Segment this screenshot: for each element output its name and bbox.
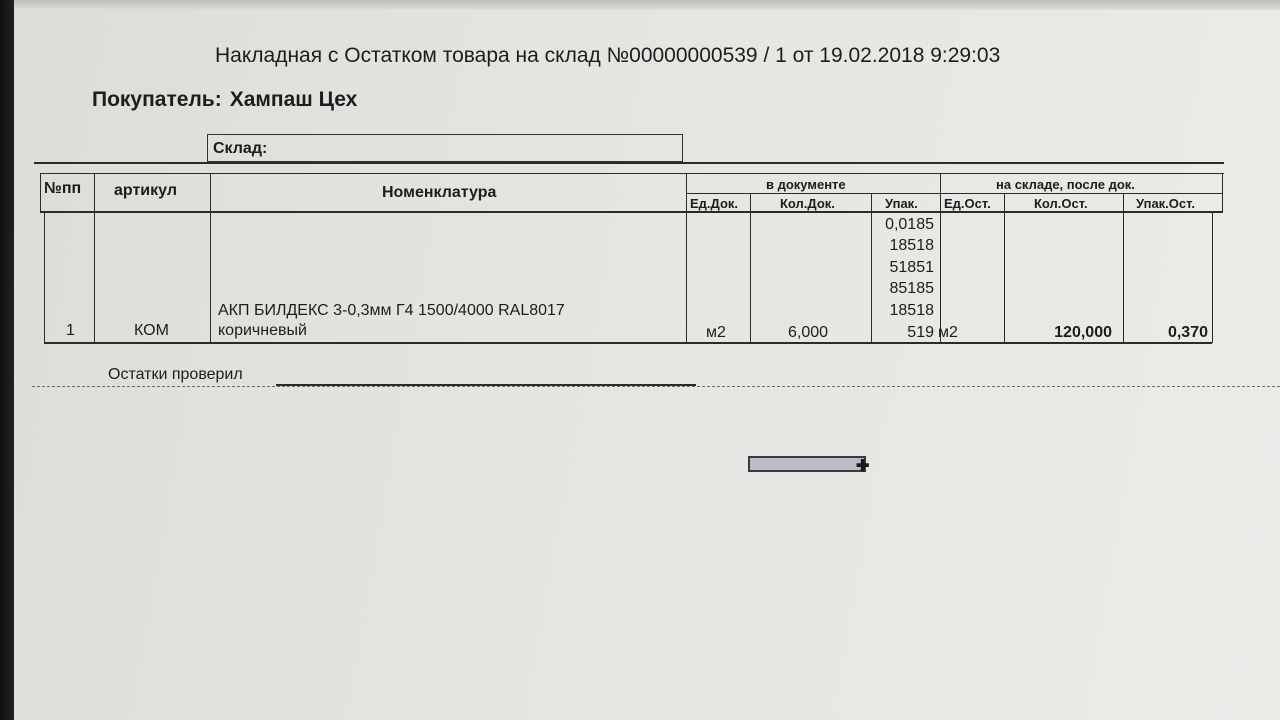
buyer-label: Покупатель: xyxy=(92,88,222,111)
header-nomenclature: Номенклатура xyxy=(382,184,497,201)
header-qty-doc: Кол.Док. xyxy=(780,196,835,211)
table-bottom xyxy=(44,342,1212,344)
header-qty-stock: Кол.Ост. xyxy=(1034,196,1088,211)
col-divider xyxy=(1222,173,1223,213)
table-subheader-divider xyxy=(686,193,1222,194)
document-title: Накладная с Остатком товара на склад №00000000539 / 1 от 19.02.2018 9:29:03 xyxy=(215,44,1001,67)
col-divider xyxy=(94,173,95,343)
buyer-line xyxy=(92,88,357,112)
row-pack-line: 0,0185 xyxy=(885,216,934,233)
row-nomenclature-line1: АКП БИЛДЕКС 3-0,3мм Г4 1500/4000 RAL8017 xyxy=(218,302,565,319)
header-num: №пп xyxy=(44,180,82,197)
row-nomenclature-line2: коричневый xyxy=(218,322,307,339)
row-pack-line: 18518 xyxy=(889,237,934,254)
row-qty-doc: 6,000 xyxy=(788,324,829,341)
warehouse-field xyxy=(207,134,683,162)
table-header-bottom xyxy=(40,211,1222,213)
plus-cursor-icon: ✚ xyxy=(856,458,870,475)
row-unit-doc: м2 xyxy=(706,324,726,341)
col-divider xyxy=(44,211,45,343)
col-divider xyxy=(940,173,941,343)
col-divider xyxy=(1004,193,1005,343)
row-unit-stock: м2 xyxy=(938,324,958,341)
col-divider xyxy=(1123,193,1124,343)
col-divider xyxy=(871,193,872,343)
header-pack: Упак. xyxy=(885,196,918,211)
col-divider xyxy=(686,173,687,343)
row-qty-stock: 120,000 xyxy=(1054,324,1112,341)
warehouse-label: Склад: xyxy=(213,140,268,157)
header-unit-stock: Ед.Ост. xyxy=(944,196,991,211)
header-on-stock: на складе, после док. xyxy=(996,177,1135,192)
checked-by-label: Остатки проверил xyxy=(108,366,243,383)
row-pack-stock: 0,370 xyxy=(1167,324,1208,341)
buyer-value: Хампаш Цех xyxy=(229,88,358,111)
row-pack-line: 18518 xyxy=(889,302,934,319)
row-pack-line: 51851 xyxy=(889,259,934,276)
header-in-document: в документе xyxy=(766,177,846,192)
header-unit-doc: Ед.Док. xyxy=(690,196,739,211)
col-divider xyxy=(210,173,211,343)
row-article: КОМ xyxy=(134,322,169,339)
window-top-edge xyxy=(14,0,1280,10)
row-num: 1 xyxy=(66,322,75,339)
selected-cell[interactable] xyxy=(748,456,866,472)
header-article: артикул xyxy=(114,182,177,199)
page-break-line xyxy=(32,386,1280,387)
table-header-top xyxy=(40,173,1224,174)
row-pack-line: 85185 xyxy=(889,280,934,297)
col-divider xyxy=(1212,211,1213,343)
header-pack-stock: Упак.Ост. xyxy=(1136,196,1195,211)
table-top-rule xyxy=(34,162,1224,164)
row-pack-line: 519 xyxy=(907,324,934,341)
col-divider xyxy=(40,173,41,213)
col-divider xyxy=(750,193,751,343)
